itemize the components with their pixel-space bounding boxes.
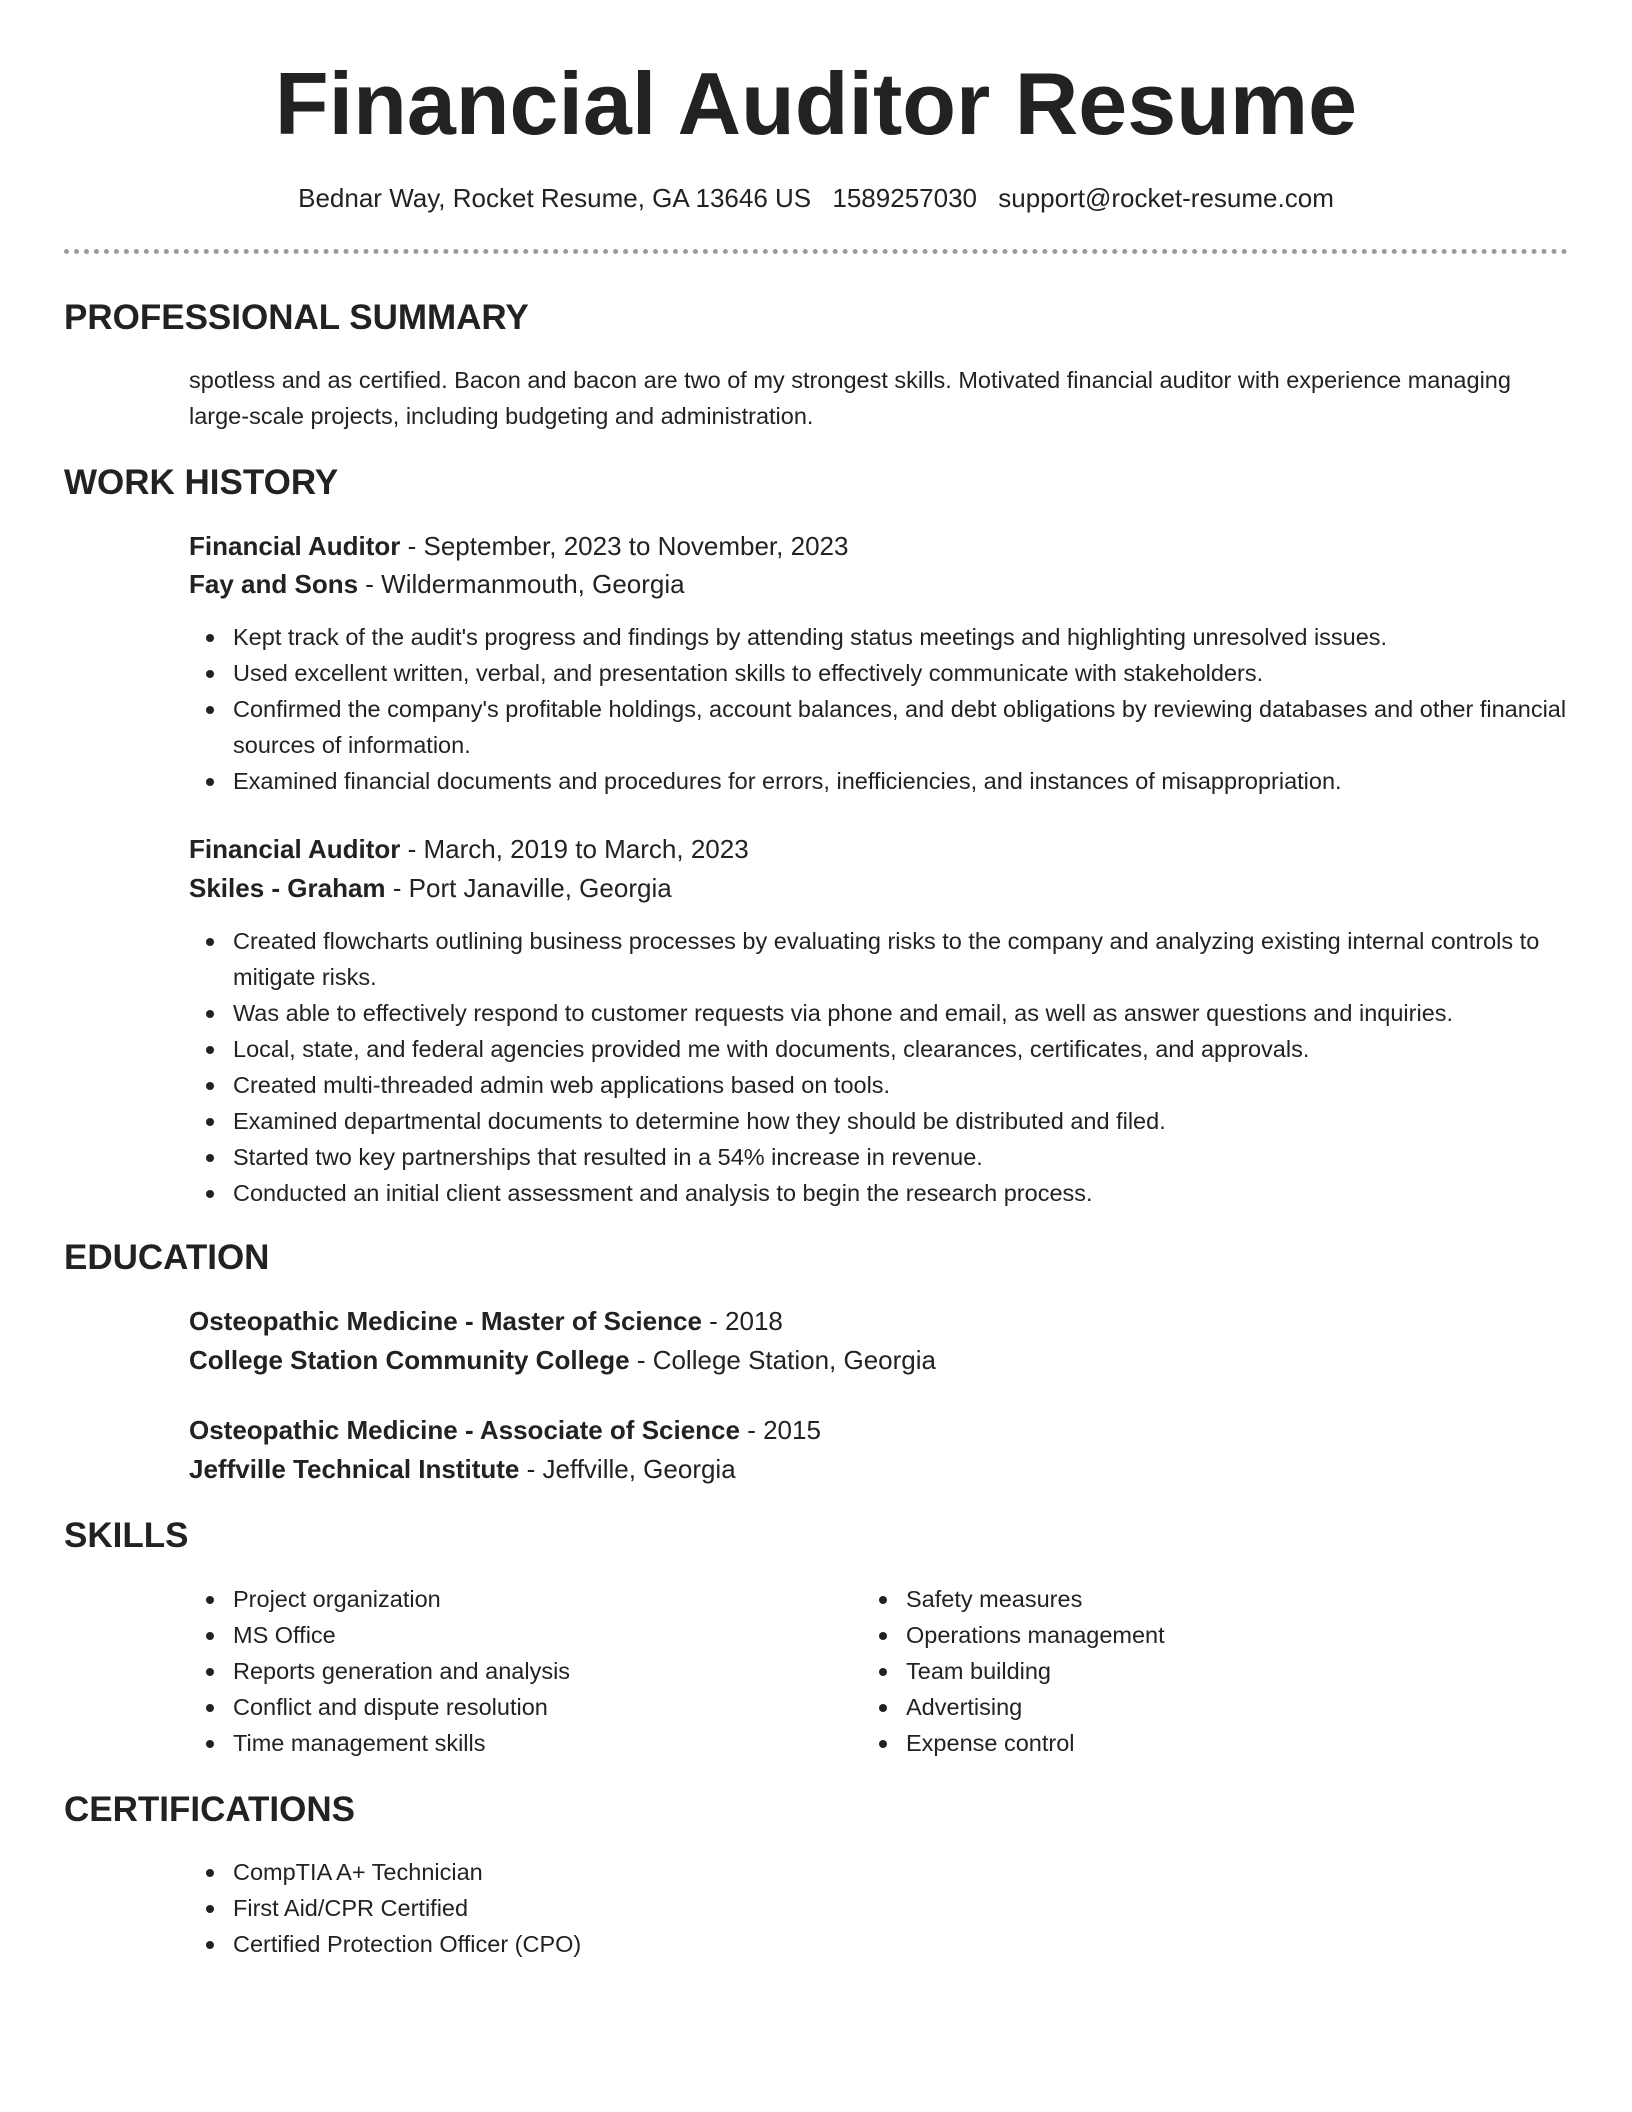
- list-item: Operations management: [862, 1617, 1502, 1653]
- skills-right-list: [862, 1581, 1502, 1761]
- job-2-location: - Port Janaville, Georgia: [385, 873, 672, 903]
- education-1-school: College Station Community College: [189, 1345, 630, 1375]
- list-item: Started two key partnerships that resulted in a 54% increase in revenue.: [189, 1139, 1569, 1175]
- education-1-school-line: [189, 1341, 936, 1379]
- education-1-degree-line: [189, 1302, 783, 1340]
- job-2-company-line: [189, 869, 672, 907]
- list-item: Conflict and dispute resolution: [189, 1689, 829, 1725]
- list-item: Expense control: [862, 1725, 1502, 1761]
- page-title: Financial Auditor Resume: [274, 54, 1358, 153]
- list-item: Examined financial documents and procedures for errors, inefficiencies, and instances of misappropriation.: [189, 763, 1569, 799]
- list-item: Advertising: [862, 1689, 1502, 1725]
- job-2-title-line: [189, 830, 749, 868]
- job-1-title: Financial Auditor: [189, 531, 401, 561]
- summary-heading: PROFESSIONAL SUMMARY: [64, 298, 529, 337]
- list-item: Was able to effectively respond to customer requests via phone and email, as well as answer questions and inquiries.: [189, 995, 1569, 1031]
- job-1-bullets: [189, 619, 1569, 799]
- job-1-dates: - September, 2023 to November, 2023: [400, 531, 849, 561]
- list-item: Team building: [862, 1653, 1502, 1689]
- contact-address: Bednar Way, Rocket Resume, GA 13646 US: [298, 183, 812, 213]
- list-item: Created flowcharts outlining business processes by evaluating risks to the company and analyzing existing internal controls to mitigate risks.: [189, 923, 1569, 995]
- education-1-year: - 2018: [701, 1306, 783, 1336]
- list-item: First Aid/CPR Certified: [189, 1890, 1569, 1926]
- list-item: MS Office: [189, 1617, 829, 1653]
- list-item: Certified Protection Officer (CPO): [189, 1926, 1569, 1962]
- education-2-degree-line: [189, 1411, 821, 1449]
- list-item: CompTIA A+ Technician: [189, 1854, 1569, 1890]
- education-1-location: - College Station, Georgia: [629, 1345, 936, 1375]
- education-2-school: Jeffville Technical Institute: [189, 1454, 520, 1484]
- certifications-heading: CERTIFICATIONS: [64, 1790, 356, 1829]
- skills-heading: SKILLS: [64, 1516, 189, 1555]
- job-1-company: Fay and Sons: [189, 569, 359, 599]
- education-2-location: - Jeffville, Georgia: [519, 1454, 736, 1484]
- education-1-degree: Osteopathic Medicine - Master of Science: [189, 1306, 702, 1336]
- list-item: Conducted an initial client assessment and analysis to begin the research process.: [189, 1175, 1569, 1211]
- education-2-degree: Osteopathic Medicine - Associate of Science: [189, 1415, 740, 1445]
- education-2-school-line: [189, 1450, 736, 1488]
- list-item: Used excellent written, verbal, and presentation skills to effectively communicate with stakeholders.: [189, 655, 1569, 691]
- work-history-heading: WORK HISTORY: [64, 463, 339, 502]
- job-1-location: - Wildermanmouth, Georgia: [358, 569, 685, 599]
- header-divider: [64, 249, 1568, 254]
- certifications-list: [189, 1854, 1569, 1962]
- summary-text: spotless and as certified. Bacon and bacon are two of my strongest skills. Motivated financial auditor with experience managing large-scale projects, including budgeting and administration.: [189, 367, 1511, 429]
- job-2-company: Skiles - Graham: [189, 873, 386, 903]
- list-item: Reports generation and analysis: [189, 1653, 829, 1689]
- list-item: Local, state, and federal agencies provided me with documents, clearances, certificates, and approvals.: [189, 1031, 1569, 1067]
- job-2-bullets: [189, 923, 1569, 1211]
- list-item: Project organization: [189, 1581, 829, 1617]
- education-2-year: - 2015: [739, 1415, 821, 1445]
- job-2-dates: - March, 2019 to March, 2023: [400, 834, 749, 864]
- list-item: Confirmed the company's profitable holdings, account balances, and debt obligations by reviewing databases and other financial sources of information.: [189, 691, 1569, 763]
- job-1-company-line: [189, 565, 685, 603]
- job-1-title-line: [189, 527, 848, 565]
- job-2-title: Financial Auditor: [189, 834, 401, 864]
- contact-phone: 1589257030: [832, 183, 977, 213]
- list-item: Kept track of the audit's progress and findings by attending status meetings and highlighting unresolved issues.: [189, 619, 1569, 655]
- skills-left-list: [189, 1581, 829, 1761]
- list-item: Examined departmental documents to determine how they should be distributed and filed.: [189, 1103, 1569, 1139]
- education-heading: EDUCATION: [64, 1238, 270, 1277]
- list-item: Created multi-threaded admin web applications based on tools.: [189, 1067, 1569, 1103]
- contact-email: support@rocket-resume.com: [998, 183, 1334, 213]
- list-item: Time management skills: [189, 1725, 829, 1761]
- contact-line: [0, 180, 1632, 216]
- list-item: Safety measures: [862, 1581, 1502, 1617]
